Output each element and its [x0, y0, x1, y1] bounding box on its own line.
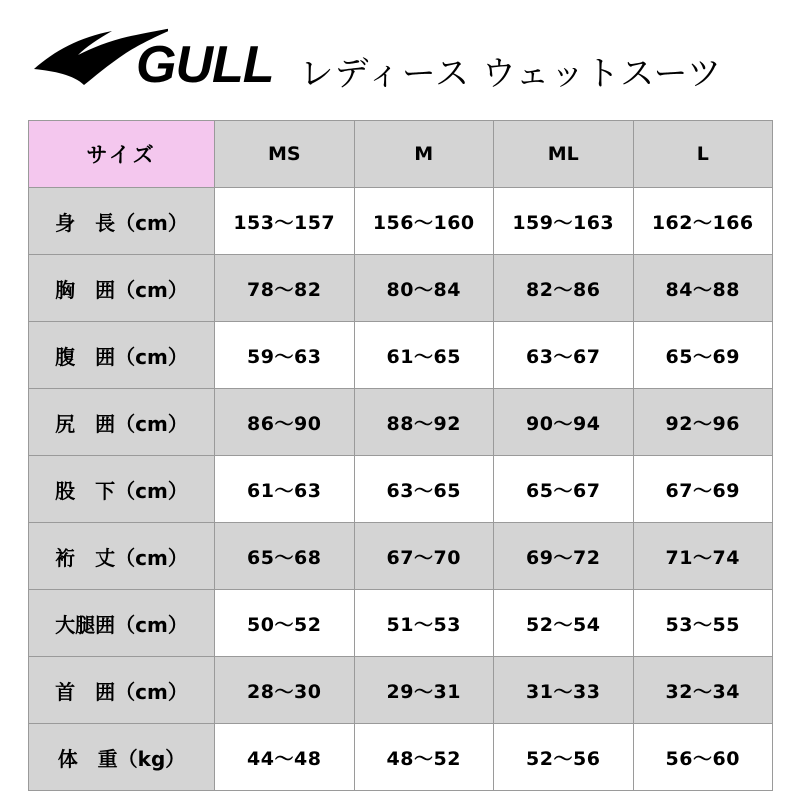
- cell-inseam-ms: 61〜63: [215, 456, 355, 523]
- cell-inseam-m: 63〜65: [354, 456, 494, 523]
- column-header-ms: MS: [215, 121, 355, 188]
- table-row: [29, 322, 773, 389]
- table-row: [29, 389, 773, 456]
- cell-thigh-m: 51〜53: [354, 590, 494, 657]
- table-header: [29, 121, 773, 188]
- row-label-weight: 体 重（kg）: [29, 724, 215, 791]
- cell-weight-ml: 52〜56: [494, 724, 634, 791]
- cell-chest-l: 84〜88: [633, 255, 773, 322]
- column-header-ml: ML: [494, 121, 634, 188]
- cell-neck-l: 32〜34: [633, 657, 773, 724]
- cell-thigh-ml: 52〜54: [494, 590, 634, 657]
- cell-sleeve-ms: 65〜68: [215, 523, 355, 590]
- cell-sleeve-ml: 69〜72: [494, 523, 634, 590]
- cell-hip-ml: 90〜94: [494, 389, 634, 456]
- cell-inseam-l: 67〜69: [633, 456, 773, 523]
- table-row: [29, 255, 773, 322]
- cell-thigh-l: 53〜55: [633, 590, 773, 657]
- cell-height-ms: 153〜157: [215, 188, 355, 255]
- cell-waist-l: 65〜69: [633, 322, 773, 389]
- row-label-waist: 腹 囲（cm）: [29, 322, 215, 389]
- cell-height-l: 162〜166: [633, 188, 773, 255]
- table-row: [29, 456, 773, 523]
- size-table-container: [0, 120, 800, 791]
- cell-hip-m: 88〜92: [354, 389, 494, 456]
- cell-waist-ml: 63〜67: [494, 322, 634, 389]
- table-row: [29, 523, 773, 590]
- row-label-height: 身 長（cm）: [29, 188, 215, 255]
- cell-hip-l: 92〜96: [633, 389, 773, 456]
- cell-inseam-ml: 65〜67: [494, 456, 634, 523]
- cell-neck-ms: 28〜30: [215, 657, 355, 724]
- page-header: [0, 0, 800, 120]
- table-row: [29, 188, 773, 255]
- cell-weight-l: 56〜60: [633, 724, 773, 791]
- row-label-chest: 胸 囲（cm）: [29, 255, 215, 322]
- cell-waist-ms: 59〜63: [215, 322, 355, 389]
- cell-neck-ml: 31〜33: [494, 657, 634, 724]
- table-corner-label: サイズ: [29, 121, 215, 188]
- row-label-thigh: 大腿囲（cm）: [29, 590, 215, 657]
- cell-chest-m: 80〜84: [354, 255, 494, 322]
- row-label-sleeve: 裄 丈（cm）: [29, 523, 215, 590]
- brand-logo: [28, 21, 274, 94]
- cell-neck-m: 29〜31: [354, 657, 494, 724]
- table-row: [29, 590, 773, 657]
- column-header-l: L: [633, 121, 773, 188]
- cell-height-ml: 159〜163: [494, 188, 634, 255]
- cell-chest-ml: 82〜86: [494, 255, 634, 322]
- cell-weight-m: 48〜52: [354, 724, 494, 791]
- page-title: レディース ウェットスーツ: [299, 53, 723, 94]
- size-table: [28, 120, 773, 791]
- table-row: [29, 657, 773, 724]
- row-label-inseam: 股 下（cm）: [29, 456, 215, 523]
- cell-sleeve-m: 67〜70: [354, 523, 494, 590]
- row-label-neck: 首 囲（cm）: [29, 657, 215, 724]
- cell-weight-ms: 44〜48: [215, 724, 355, 791]
- cell-chest-ms: 78〜82: [215, 255, 355, 322]
- cell-waist-m: 61〜65: [354, 322, 494, 389]
- row-label-hip: 尻 囲（cm）: [29, 389, 215, 456]
- table-body: [29, 188, 773, 791]
- table-row: [29, 724, 773, 791]
- cell-hip-ms: 86〜90: [215, 389, 355, 456]
- cell-sleeve-l: 71〜74: [633, 523, 773, 590]
- table-header-row: [29, 121, 773, 188]
- cell-height-m: 156〜160: [354, 188, 494, 255]
- column-header-m: M: [354, 121, 494, 188]
- brand-logo-text: GULL: [136, 36, 274, 94]
- cell-thigh-ms: 50〜52: [215, 590, 355, 657]
